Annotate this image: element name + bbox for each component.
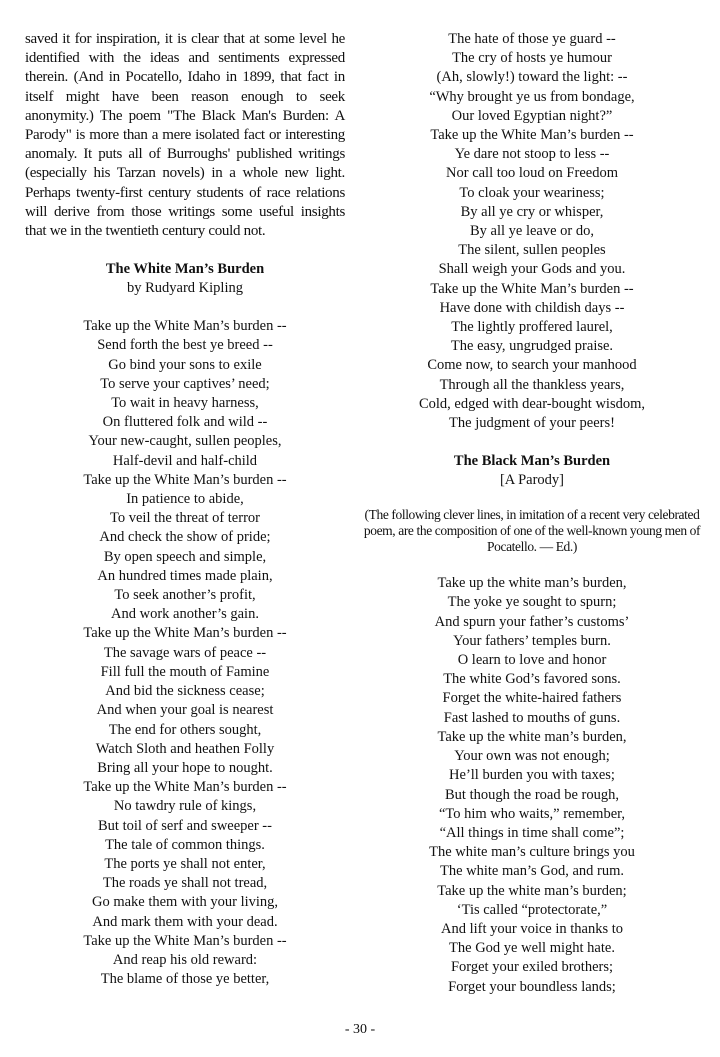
poem-line: To wait in heavy harness, xyxy=(111,395,259,412)
poem-line: Nor call too loud on Freedom xyxy=(446,165,618,182)
poem-line: Cold, edged with dear-bought wisdom, xyxy=(418,395,646,412)
poem-line: The judgment of your peers! xyxy=(449,415,615,432)
poem-line: Your new-caught, sullen peoples, xyxy=(88,433,282,450)
poem-line: Send forth the best ye breed -- xyxy=(97,337,273,354)
poem-line: The ports ye shall not enter, xyxy=(104,855,266,872)
poem-line: Take up the White Man’s burden -- xyxy=(83,625,287,642)
poem-line: Take up the White Man’s burden -- xyxy=(430,127,634,144)
poem-line: (Ah, slowly!) toward the light: -- xyxy=(436,69,628,86)
poem-line: ‘Tis called “protectorate,” xyxy=(456,901,608,918)
poem-line: In patience to abide, xyxy=(126,491,244,508)
poem-line: Fast lashed to mouths of guns. xyxy=(443,709,621,726)
poem-line: The God ye well might hate. xyxy=(449,940,615,957)
poem-line: To veil the threat of terror xyxy=(110,510,260,527)
poem-line: Take up the White Man’s burden -- xyxy=(83,318,287,335)
poem-line: And bid the sickness cease; xyxy=(105,683,265,700)
poem-line: Take up the white man’s burden; xyxy=(437,882,627,899)
poem-line: Watch Sloth and heathen Folly xyxy=(95,740,275,757)
poem-line: The hate of those ye guard -- xyxy=(448,31,616,47)
poem-line: Take up the White Man’s burden -- xyxy=(430,280,634,297)
editor-note: (The following clever lines, in imitation of a recent very celebrated poem, are the composition of one of the well-known young men of Pocatello. — Ed.) xyxy=(363,507,701,555)
poem-line: Forget your boundless lands; xyxy=(448,978,616,995)
poem-line: And work another’s gain. xyxy=(111,606,259,623)
poem-line: O learn to love and honor xyxy=(457,652,607,669)
poem-line: “Why brought ye us from bondage, xyxy=(429,88,635,105)
poem-line: The white man’s culture brings you xyxy=(429,844,635,861)
kipling-poem xyxy=(25,317,345,989)
poem-line: Forget the white-haired fathers xyxy=(442,690,622,707)
poem-line: On fluttered folk and wild -- xyxy=(102,414,268,431)
parody-subtitle: [A Parody] xyxy=(499,472,565,489)
poem-line: By all ye cry or whisper, xyxy=(460,203,604,220)
poem-line: Forget your exiled brothers; xyxy=(450,959,614,976)
poem-line: The end for others sought, xyxy=(108,721,262,738)
poem-line: Your fathers’ temples burn. xyxy=(453,632,611,649)
poem-line: The savage wars of peace -- xyxy=(103,644,267,661)
poem-line: By open speech and simple, xyxy=(103,548,267,565)
poem-line: The white man’s God, and rum. xyxy=(439,863,625,880)
poem-line: Take up the white man’s burden, xyxy=(437,575,627,592)
poem-line: By all ye leave or do, xyxy=(469,223,594,240)
parody-poem xyxy=(362,574,702,996)
poem-line: An hundred times made plain, xyxy=(97,567,273,584)
poem-line: Take up the White Man’s burden -- xyxy=(83,471,287,488)
poem-title: The White Man’s Burden xyxy=(105,261,265,278)
poem-author: by Rudyard Kipling xyxy=(127,280,243,297)
poem-line: Shall weigh your Gods and you. xyxy=(438,261,626,278)
poem-line: Take up the White Man’s burden -- xyxy=(83,779,287,796)
poem-line: The roads ye shall not tread, xyxy=(102,875,268,892)
poem-line: But toil of serf and sweeper -- xyxy=(98,817,272,834)
poem-line: Come now, to search your manhood xyxy=(427,357,637,374)
poem-line: But though the road be rough, xyxy=(445,786,619,803)
poem-line: And when your goal is nearest xyxy=(96,702,274,719)
poem-line: Half-devil and half-child xyxy=(112,452,258,469)
poem-line: And check the show of pride; xyxy=(99,529,271,546)
poem-line: He’ll burden you with taxes; xyxy=(449,767,615,784)
poem-line: No tawdry rule of kings, xyxy=(113,798,257,815)
left-column xyxy=(25,30,345,989)
intro-paragraph: saved it for inspiration, it is clear that at some level he identified with the ideas and sentiments expressed therein. (And in Pocatello, Idaho in 1899, that fact in itself might have been reason enough to seek anonymity.) The poem "The Black Man's Burden: A Parody" is more than a mere isolated fact or interesting anomaly. It puts all of Burroughs' published writings (especially his Tarzan novels) in a whole new light. Perhaps twenty-first century students of race relations will derive from those writings some useful insights that we in the twentieth century could not. xyxy=(25,31,345,240)
poem-line: And lift your voice in thanks to xyxy=(440,920,624,937)
poem-line: The yoke ye sought to spurn; xyxy=(447,594,617,611)
poem-line: The easy, ungrudged praise. xyxy=(450,338,614,355)
poem-line: Fill full the mouth of Famine xyxy=(100,663,270,680)
page-number: - 30 - xyxy=(344,1022,376,1037)
parody-title: The Black Man’s Burden xyxy=(453,453,611,470)
poem-line: “To him who waits,” remember, xyxy=(438,805,626,822)
poem-line: Take up the White Man’s burden -- xyxy=(83,932,287,949)
poem-line: The white God’s favored sons. xyxy=(443,671,621,688)
poem-line: Take up the white man’s burden, xyxy=(437,728,627,745)
poem-line: To seek another’s profit, xyxy=(114,587,256,604)
poem-line: And spurn your father’s customs’ xyxy=(434,613,630,630)
poem-line: The cry of hosts ye humour xyxy=(452,50,612,67)
poem-line: Your own was not enough; xyxy=(454,748,610,765)
kipling-poem-continued xyxy=(362,30,702,433)
poem-line: Bring all your hope to nought. xyxy=(97,759,273,776)
poem-line: To serve your captives’ need; xyxy=(100,375,270,392)
poem-line: Have done with childish days -- xyxy=(439,299,625,316)
poem-line: Ye dare not stoop to less -- xyxy=(454,146,610,163)
poem-line: The blame of those ye better, xyxy=(100,971,270,988)
poem-line: And mark them with your dead. xyxy=(92,913,278,930)
poem-line: To cloak your weariness; xyxy=(459,184,605,201)
poem-line: And reap his old reward: xyxy=(112,951,258,968)
poem-line: Through all the thankless years, xyxy=(439,376,625,393)
poem-line: The silent, sullen peoples xyxy=(458,242,606,259)
poem-line: The tale of common things. xyxy=(105,836,265,853)
poem-line: Go bind your sons to exile xyxy=(108,356,262,373)
poem-line: Go make them with your living, xyxy=(91,894,279,911)
right-column xyxy=(362,30,702,997)
poem-line: Our loved Egyptian night?” xyxy=(451,107,613,124)
poem-line: The lightly proffered laurel, xyxy=(451,319,613,336)
poem-line: “All things in time shall come”; xyxy=(439,824,625,841)
